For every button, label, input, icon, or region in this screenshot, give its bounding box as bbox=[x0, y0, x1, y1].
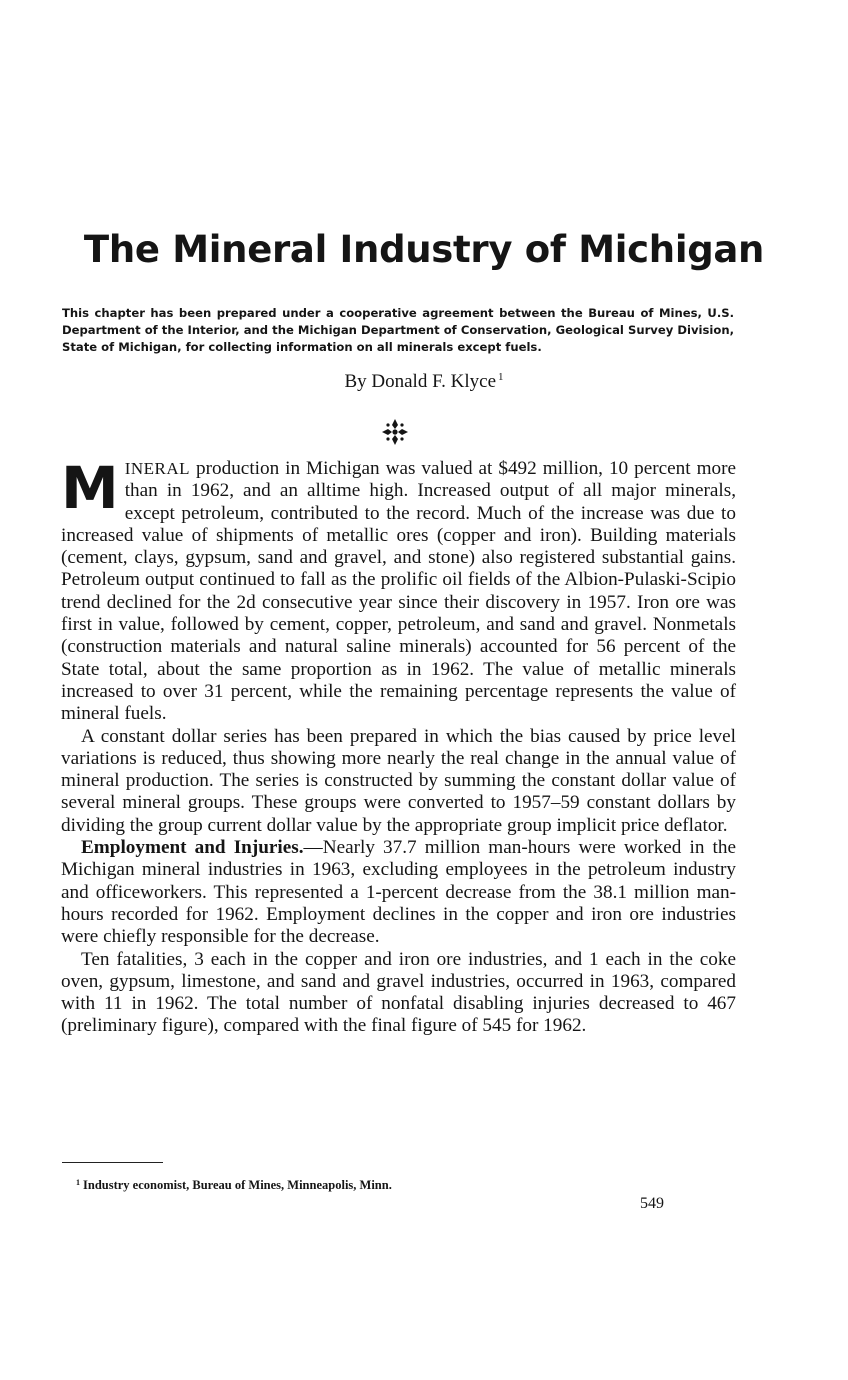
paragraph-text: production in Michigan was valued at $492 million, 10 percent more than in 1962, and an alltime high. Increased output of all major minerals, except petroleum, contributed to the record. Much of the increase was due to increased value of shipments of metallic ores (copper and iron). Building materials (cement, clays, gypsum, sand and gravel, and stone) also registered substantial gains. Petroleum output continued to fall as the prolific oil fields of the Albion-Pulaski-Scipio trend declined for the 2d consecutive year since their discovery in 1957. Iron ore was first in value, followed by cement, copper, petroleum, and sand and gravel. Nonmetals (construction materials and natural saline minerals) accounted for 56 percent of the State total, about the same proportion as in 1962. The value of metallic minerals increased to over 31 percent, while the remaining percentage represents the value of mineral fuels. bbox=[61, 458, 736, 725]
footnote-text: Industry economist, Bureau of Mines, Minneapolis, Minn. bbox=[83, 1178, 392, 1192]
fleuron-ornament-icon bbox=[381, 418, 409, 446]
article-body bbox=[61, 454, 737, 1038]
author-byline bbox=[60, 371, 788, 393]
page-title: The Mineral Industry of Michigan bbox=[83, 228, 765, 271]
footnote bbox=[76, 1178, 392, 1193]
author-name: By Donald F. Klyce bbox=[344, 371, 497, 392]
chapter-preface-note: This chapter has been prepared under a cooperative agreement between the Bureau of Mines, U.S. Department of the Interior, and the Michigan Department of Conservation, Geological Survey Division, State of Michigan, for collecting information on all minerals except fuels. bbox=[62, 306, 734, 354]
footnote-ref-marker: 1 bbox=[498, 371, 504, 383]
page-number: 549 bbox=[640, 1195, 664, 1212]
small-caps-lead-word: INERAL bbox=[124, 459, 191, 478]
paragraph-text: —Nearly 37.7 million man-hours were worked in the Michigan mineral industries in 1963, excluding employees in the petroleum industry and officeworkers. This represented a 1-percent decrease from the 38.1 million man-hours recorded for 1962. Employment declines in the copper and iron ore industries were chiefly responsible for the decrease. bbox=[61, 837, 737, 948]
footnote-divider bbox=[62, 1162, 163, 1163]
paragraph-mineral-production bbox=[61, 454, 736, 726]
drop-cap-letter: M bbox=[61, 454, 119, 522]
paragraph-employment-injuries bbox=[61, 837, 736, 948]
footnote-marker: 1 bbox=[76, 1178, 80, 1187]
paragraph-fatalities: Ten fatalities, 3 each in the copper and iron ore industries, and 1 each in the coke oven, gypsum, limestone, and sand and gravel industries, occurred in 1963, compared with 11 in 1962. The total number of nonfatal disabling injuries decreased to 467 (preliminary figure), compared with the final figure of 545 for 1962. bbox=[61, 948, 736, 1037]
run-in-heading: Employment and Injuries. bbox=[81, 837, 304, 859]
paragraph-constant-dollar-series: A constant dollar series has been prepared in which the bias caused by price level variations is reduced, thus showing more nearly the real change in the annual value of mineral production. The series is constructed by summing the constant dollar value of several mineral groups. These groups were converted to 1957–59 constant dollars by dividing the group current dollar value by the appropriate group implicit price deflator. bbox=[61, 725, 736, 836]
